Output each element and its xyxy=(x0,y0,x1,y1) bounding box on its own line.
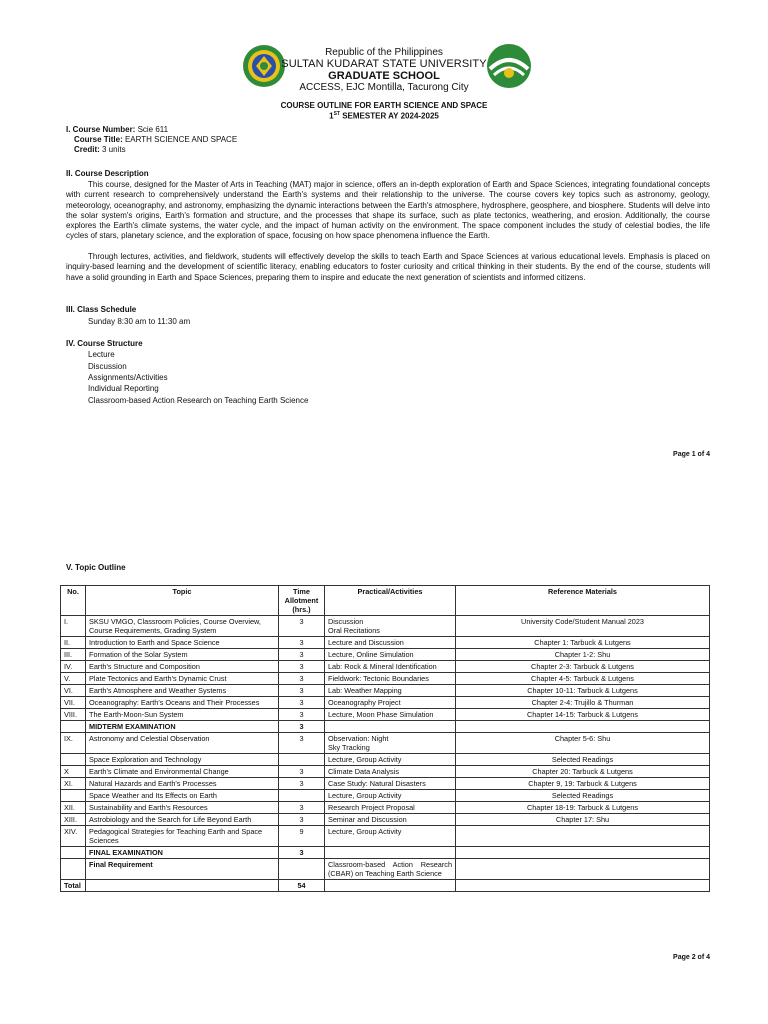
table-cell-hrs: 9 xyxy=(279,826,325,847)
table-cell-hrs: 3 xyxy=(279,673,325,685)
table-cell-hrs: 3 xyxy=(279,814,325,826)
table-cell-topic: Formation of the Solar System xyxy=(86,649,279,661)
table-cell-act: Discussion Oral Recitations xyxy=(325,616,456,637)
table-cell-no: X xyxy=(61,766,86,778)
table-cell-act: Oceanography Project xyxy=(325,697,456,709)
description-paragraph-1: This course, designed for the Master of Arts in Teaching (MAT) major in science, offers an in-depth exploration of Earth and Space Sciences, integrating foundational concepts with current research to comprehensively understand the Earth's systems and their relationship to the universe. The course covers key topics such as astronomy, geology, meteorology, oceanography, and astronomy, emphasizing the dynamic interactions between the Earth's atmosphere, hydrosphere, geosphere, and biosphere. Students will delve into the solar system's origins, Earth's formation and structure, and the processes that shape its surface, such as plate tectonics, weathering, and erosion. Additionally, the course explores the Earth's climate systems, the water cycle, and the impact of human activity on the environment. The space component includes the study of celestial bodies, the life cycles of stars, planetary science, and the exploration of space, focusing on how space phenomena influence the Earth. xyxy=(66,180,710,241)
table-row xyxy=(61,814,710,826)
school-address: ACCESS, EJC Montilla, Tacurong City xyxy=(299,82,469,93)
document-title: COURSE OUTLINE FOR EARTH SCIENCE AND SPACE xyxy=(280,101,488,110)
table-cell-hrs: 3 xyxy=(279,709,325,721)
table-cell-hrs: 54 xyxy=(279,880,325,892)
table-row xyxy=(61,649,710,661)
table-cell-hrs xyxy=(279,754,325,766)
table-row xyxy=(61,847,710,859)
description-heading: II. Course Description xyxy=(66,169,149,178)
table-cell-hrs: 3 xyxy=(279,721,325,733)
course-title: Course Title: EARTH SCIENCE AND SPACE xyxy=(74,135,238,144)
page-1 xyxy=(0,0,768,480)
table-row xyxy=(61,733,710,754)
structure-item: Lecture xyxy=(88,350,115,359)
table-cell-act: Classroom-based Action Research (CBAR) on Teaching Earth Science xyxy=(325,859,456,880)
table-cell-no xyxy=(61,754,86,766)
table-cell-topic: Astrobiology and the Search for Life Beyond Earth xyxy=(86,814,279,826)
table-cell-act: Seminar and Discussion xyxy=(325,814,456,826)
table-row xyxy=(61,721,710,733)
table-cell-act: Lecture, Group Activity xyxy=(325,790,456,802)
table-cell-topic xyxy=(86,880,279,892)
schedule-value: Sunday 8:30 am to 11:30 am xyxy=(88,317,191,326)
table-cell-hrs xyxy=(279,790,325,802)
table-cell-hrs: 3 xyxy=(279,697,325,709)
table-cell-no xyxy=(61,790,86,802)
table-header-row xyxy=(61,586,710,616)
table-cell-ref: Chapter 10-11: Tarbuck & Lutgens xyxy=(456,685,710,697)
table-cell-ref xyxy=(456,721,710,733)
table-cell-hrs: 3 xyxy=(279,847,325,859)
table-cell-ref: Chapter 14-15: Tarbuck & Lutgens xyxy=(456,709,710,721)
table-cell-topic: Earth's Structure and Composition xyxy=(86,661,279,673)
table-cell-act: Lab: Weather Mapping xyxy=(325,685,456,697)
table-cell-topic: Pedagogical Strategies for Teaching Earth and Space Sciences xyxy=(86,826,279,847)
table-row xyxy=(61,802,710,814)
table-cell-no: VI. xyxy=(61,685,86,697)
table-cell-hrs: 3 xyxy=(279,802,325,814)
table-row xyxy=(61,616,710,637)
structure-heading: IV. Course Structure xyxy=(66,339,143,348)
table-cell-topic: Introduction to Earth and Space Science xyxy=(86,637,279,649)
table-cell-act: Lab: Rock & Mineral Identification xyxy=(325,661,456,673)
table-cell-topic: Space Exploration and Technology xyxy=(86,754,279,766)
table-row xyxy=(61,709,710,721)
table-cell-act xyxy=(325,721,456,733)
table-cell-act xyxy=(325,847,456,859)
table-row xyxy=(61,637,710,649)
table-cell-ref: Chapter 2-3: Tarbuck & Lutgens xyxy=(456,661,710,673)
table-row xyxy=(61,661,710,673)
table-row xyxy=(61,880,710,892)
table-cell-hrs xyxy=(279,859,325,880)
table-cell-ref: Selected Readings xyxy=(456,754,710,766)
university-name: SULTAN KUDARAT STATE UNIVERSITY xyxy=(281,58,487,70)
table-cell-topic: Natural Hazards and Earth's Processes xyxy=(86,778,279,790)
table-cell-topic: Earth's Climate and Environmental Change xyxy=(86,766,279,778)
topic-outline-heading: V. Topic Outline xyxy=(66,563,126,572)
table-cell-no xyxy=(61,847,86,859)
table-cell-no: IV. xyxy=(61,661,86,673)
table-cell-topic: Plate Tectonics and Earth's Dynamic Crust xyxy=(86,673,279,685)
table-cell-no xyxy=(61,721,86,733)
schedule-heading: III. Class Schedule xyxy=(66,305,137,314)
table-cell-ref: Chapter 5-6: Shu xyxy=(456,733,710,754)
table-cell-no: V. xyxy=(61,673,86,685)
column-header: Reference Materials xyxy=(456,586,710,616)
table-row xyxy=(61,790,710,802)
table-cell-act: Lecture, Online Simulation xyxy=(325,649,456,661)
column-header: Topic xyxy=(86,586,279,616)
table-row xyxy=(61,766,710,778)
table-cell-ref xyxy=(456,880,710,892)
table-cell-ref: Chapter 4-5: Tarbuck & Lutgens xyxy=(456,673,710,685)
table-cell-act: Lecture, Moon Phase Simulation xyxy=(325,709,456,721)
table-row xyxy=(61,778,710,790)
table-cell-no: XIV. xyxy=(61,826,86,847)
table-cell-no: XIII. xyxy=(61,814,86,826)
column-header: Time Allotment (hrs.) xyxy=(279,586,325,616)
semester-title: 1ST SEMESTER AY 2024-2025 xyxy=(329,111,439,121)
table-cell-no: XI. xyxy=(61,778,86,790)
table-row xyxy=(61,754,710,766)
table-cell-topic: Sustainability and Earth's Resources xyxy=(86,802,279,814)
column-header: Practical/Activities xyxy=(325,586,456,616)
table-cell-ref: Chapter 17: Shu xyxy=(456,814,710,826)
table-cell-topic: Oceanography: Earth's Oceans and Their Processes xyxy=(86,697,279,709)
structure-item: Classroom-based Action Research on Teaching Earth Science xyxy=(88,396,309,405)
course-credit: Credit: 3 units xyxy=(74,145,126,154)
table-cell-hrs: 3 xyxy=(279,649,325,661)
table-cell-act: Lecture, Group Activity xyxy=(325,754,456,766)
table-cell-no: VII. xyxy=(61,697,86,709)
table-cell-topic: FINAL EXAMINATION xyxy=(86,847,279,859)
republic-header: Republic of the Philippines xyxy=(325,47,443,58)
table-cell-act: Fieldwork: Tectonic Boundaries xyxy=(325,673,456,685)
table-cell-hrs: 3 xyxy=(279,661,325,673)
table-cell-ref: Selected Readings xyxy=(456,790,710,802)
table-cell-hrs: 3 xyxy=(279,616,325,637)
table-cell-no: XII. xyxy=(61,802,86,814)
table-cell-act: Observation: Night Sky Tracking xyxy=(325,733,456,754)
table-row xyxy=(61,673,710,685)
table-cell-ref: Chapter 18-19: Tarbuck & Lutgens xyxy=(456,802,710,814)
table-cell-hrs: 3 xyxy=(279,685,325,697)
topic-outline-table xyxy=(60,585,710,892)
table-row xyxy=(61,859,710,880)
table-cell-hrs: 3 xyxy=(279,733,325,754)
page-number: Page 2 of 4 xyxy=(673,954,710,961)
structure-item: Discussion xyxy=(88,362,127,371)
table-cell-act: Lecture, Group Activity xyxy=(325,826,456,847)
table-cell-act xyxy=(325,880,456,892)
table-cell-hrs: 3 xyxy=(279,766,325,778)
table-cell-hrs: 3 xyxy=(279,637,325,649)
table-cell-ref: Chapter 1-2: Shu xyxy=(456,649,710,661)
table-cell-topic: MIDTERM EXAMINATION xyxy=(86,721,279,733)
school-name: GRADUATE SCHOOL xyxy=(328,70,440,82)
table-cell-topic: Space Weather and Its Effects on Earth xyxy=(86,790,279,802)
column-header: No. xyxy=(61,586,86,616)
table-cell-hrs: 3 xyxy=(279,778,325,790)
table-cell-ref: Chapter 9, 19: Tarbuck & Lutgens xyxy=(456,778,710,790)
table-row xyxy=(61,685,710,697)
table-cell-topic: The Earth-Moon-Sun System xyxy=(86,709,279,721)
table-cell-ref xyxy=(456,826,710,847)
page-number: Page 1 of 4 xyxy=(673,451,710,458)
table-row xyxy=(61,826,710,847)
description-paragraph-2: Through lectures, activities, and fieldwork, students will effectively develop the skills to teach Earth and Space Sciences at various educational levels. Emphasis is placed on inquiry-based learning and the development of scientific literacy, enabling educators to foster curiosity and critical thinking in their students. By the end of the course, students will have a solid grounding in Earth and Space Sciences, preparing them to inspire and educate the next generation of scientists and informed citizens. xyxy=(66,252,710,282)
table-cell-no: IX. xyxy=(61,733,86,754)
table-cell-no: II. xyxy=(61,637,86,649)
structure-item: Assignments/Activities xyxy=(88,373,168,382)
table-cell-ref: University Code/Student Manual 2023 xyxy=(456,616,710,637)
structure-item: Individual Reporting xyxy=(88,384,159,393)
table-cell-topic: Final Requirement xyxy=(86,859,279,880)
table-cell-no: III. xyxy=(61,649,86,661)
table-cell-topic: Astronomy and Celestial Observation xyxy=(86,733,279,754)
table-cell-topic: SKSU VMGO, Classroom Policies, Course Overview, Course Requirements, Grading System xyxy=(86,616,279,637)
table-cell-no: Total xyxy=(61,880,86,892)
course-number: I. Course Number: Scie 611 xyxy=(66,125,169,134)
table-cell-ref: Chapter 2-4: Trujillo & Thurman xyxy=(456,697,710,709)
table-cell-no: VIII. xyxy=(61,709,86,721)
table-cell-act: Climate Data Analysis xyxy=(325,766,456,778)
table-cell-act: Case Study: Natural Disasters xyxy=(325,778,456,790)
table-cell-topic: Earth's Atmosphere and Weather Systems xyxy=(86,685,279,697)
table-cell-act: Research Project Proposal xyxy=(325,802,456,814)
table-cell-ref: Chapter 20: Tarbuck & Lutgens xyxy=(456,766,710,778)
table-cell-ref: Chapter 1: Tarbuck & Lutgens xyxy=(456,637,710,649)
table-row xyxy=(61,697,710,709)
table-cell-no: I. xyxy=(61,616,86,637)
table-cell-act: Lecture and Discussion xyxy=(325,637,456,649)
table-cell-no xyxy=(61,859,86,880)
table-cell-ref xyxy=(456,847,710,859)
table-cell-ref xyxy=(456,859,710,880)
